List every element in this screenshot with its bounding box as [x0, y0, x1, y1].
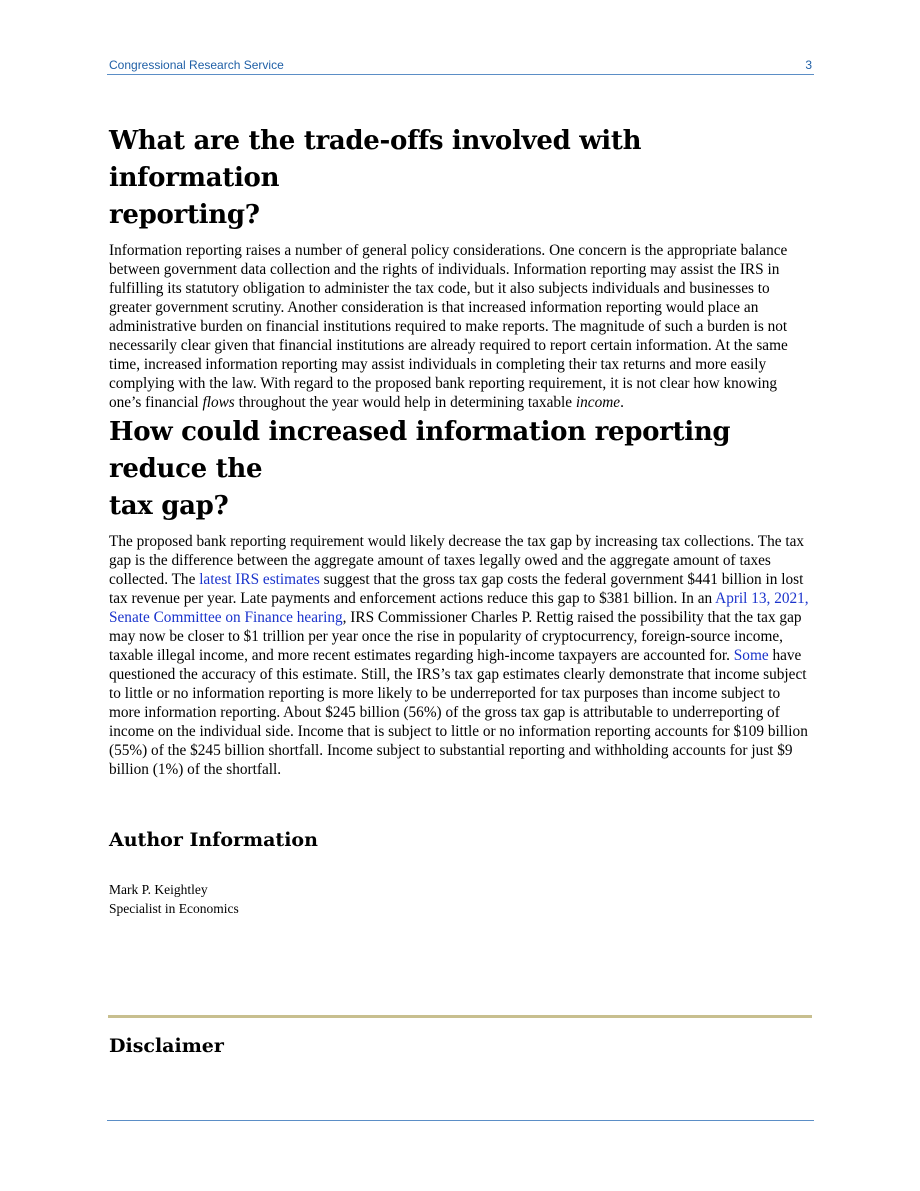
- tax-gap-paragraph: [109, 532, 813, 779]
- paragraph-text: suggest that the gross tax gap costs the federal government $441 billion in lost tax revenue per year. Late payments and enforcement actions reduce this gap to $381 billion. In an: [109, 571, 804, 607]
- irs-estimates-link[interactable]: latest IRS estimates: [199, 571, 320, 588]
- header-divider: [107, 74, 814, 75]
- some-link[interactable]: Some: [733, 647, 769, 664]
- tradeoffs-paragraph: [109, 241, 813, 412]
- heading-line: tax gap?: [109, 491, 229, 521]
- header-source: Congressional Research Service: [109, 58, 284, 72]
- disclaimer-divider: [108, 1015, 812, 1018]
- emphasis-flows: flows: [202, 394, 235, 411]
- section-tradeoffs: [109, 123, 813, 412]
- paragraph-text: have questioned the accuracy of this estimate. Still, the IRS’s tax gap estimates clearly demonstrate that income subject to little or no information reporting is more likely to be underreported for tax purposes than income subject to more information reporting. About $245 billion (56%) of the gross tax gap is attributable to underreporting of income on the individual side. Income that is subject to little or no information reporting accounts for $109 billion (55%) of the $245 billion shortfall. Income subject to substantial reporting and withholding accounts for just $9 billion (1%) of the shortfall.: [109, 647, 808, 778]
- heading-line: What are the trade-offs involved with information: [109, 126, 642, 193]
- emphasis-income: income: [575, 394, 621, 411]
- heading-line: reporting?: [109, 200, 260, 230]
- section-tax-gap: [109, 414, 813, 779]
- senate-hearing-link[interactable]: April 13, 2021, Senate Committee on Finance hearing: [109, 590, 809, 626]
- author-title: Specialist in Economics: [109, 901, 239, 916]
- footer-divider: [107, 1120, 814, 1121]
- author-name: Mark P. Keightley: [109, 882, 208, 897]
- disclaimer-heading: Disclaimer: [109, 1035, 224, 1057]
- heading-line: How could increased information reporting reduce the: [109, 417, 731, 484]
- section-heading-tradeoffs: [109, 123, 813, 234]
- paragraph-text: throughout the year would help in determining taxable: [234, 394, 576, 411]
- author-section: [109, 827, 813, 918]
- paragraph-text: Information reporting raises a number of general policy considerations. One concern is the appropriate balance between government data collection and the rights of individuals. Information reporting may assist the IRS in fulfilling its statutory obligation to administer the tax code, but it also subjects individuals and businesses to greater government scrutiny. Another consideration is that increased information reporting would place an administrative burden on financial institutions required to make reports. The magnitude of such a burden is not necessarily clear given that financial institutions are already required to report certain information. At the same time, increased information reporting may assist individuals in completing their tax returns and more easily complying with the law. With regard to the proposed bank reporting requirement, it is not clear how knowing one’s financial: [109, 242, 788, 411]
- paragraph-text: The proposed bank reporting requirement would likely decrease the tax gap by increasing tax collections. The tax gap is the difference between the aggregate amount of taxes legally owed and the aggregate amount of taxes collected. The: [109, 533, 805, 588]
- paragraph-text: .: [620, 394, 624, 411]
- section-heading-tax-gap: [109, 414, 813, 525]
- page-number: 3: [805, 58, 812, 72]
- author-heading: Author Information: [109, 829, 318, 851]
- disclaimer-section: [109, 1033, 813, 1059]
- paragraph-text: , IRS Commissioner Charles P. Rettig raised the possibility that the tax gap may now be closer to $1 trillion per year once the rise in popularity of cryptocurrency, foreign-source income, taxable illegal income, and more recent estimates regarding high-income taxpayers are accounted for.: [109, 609, 802, 664]
